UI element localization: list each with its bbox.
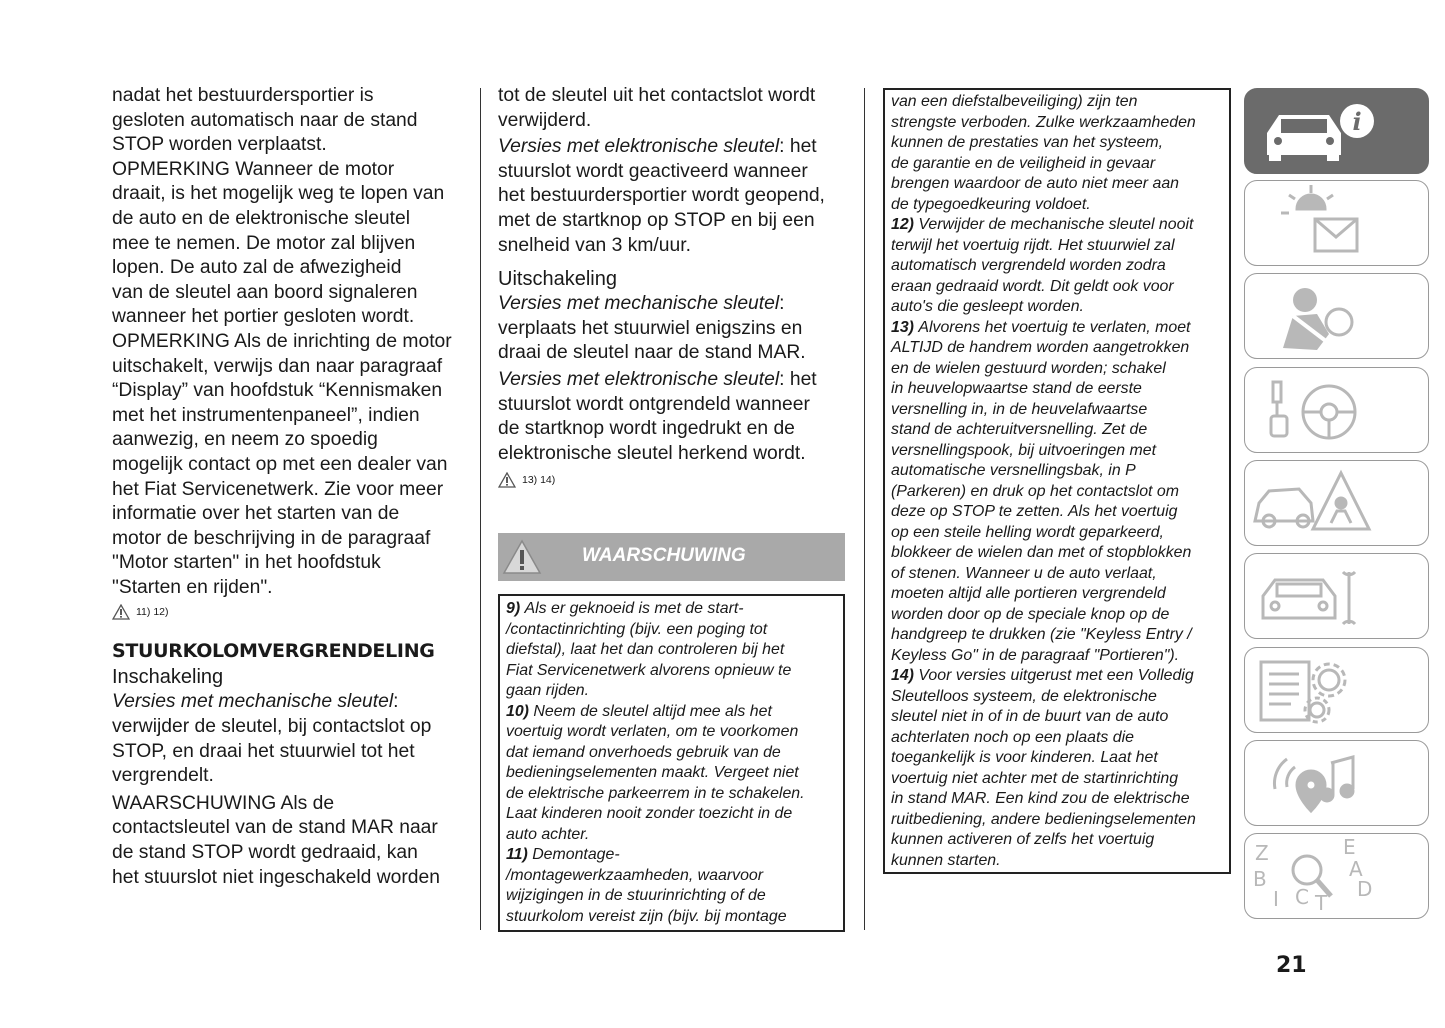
warning-line: automatische versnellingsbak, in P [891,462,1136,479]
warning-number: 14) [891,667,919,684]
tab-multimedia[interactable] [1244,740,1429,826]
warning-box-continued [883,88,1231,874]
warning-line: auto achter. [506,825,590,843]
warning-number: 9) [506,600,525,617]
warning-line: 14) Voor versies uitgerust met een Volledig [891,667,1194,684]
warning-line: sleutel niet in of in de buurt van de auto [891,708,1169,725]
text-line: lopen. De auto zal de afwezigheid [112,257,402,279]
warning-line: bedieningselementen maakt. Vergeet niet [506,764,799,781]
text-line: het bestuurdersportier wordt geopend, [498,185,825,207]
text-line: verplaats het stuurwiel enigszins en [498,317,803,339]
warning-line: dat iemand onverhoeds gebruik van de [506,743,781,761]
warning-line: automatisch vergrendeld worden zodra [891,257,1166,274]
text-line: het Fiat Servicenetwerk. Zie voor meer [112,478,444,500]
column-divider-1 [480,88,481,930]
text-line: STOP worden verplaatst. [112,134,327,156]
text-line: draait, is het mogelijk weg te lopen van [112,183,445,205]
tab-key-steering[interactable] [1244,367,1429,453]
warning-line: kunnen activeren of zelfs het voertuig [891,831,1155,848]
warning-reference-2 [498,472,843,488]
text-line: contactsleutel van de stand MAR naar [112,817,438,839]
elec2-text [498,393,843,467]
warning-line: in heuvelopwaartse stand de eerste [891,380,1142,397]
warning-triangle-icon [112,604,130,620]
subtitle-uitschakeling: Uitschakeling [498,268,617,291]
svg-text:i: i [1352,107,1362,136]
text-line: snelheid van 3 km/uur. [498,234,691,256]
warning-line: stand de achteruitversnelling. Zet de [891,421,1148,438]
warning-refs-text: 11) 12) [136,606,169,619]
warning-line: kunnen de prestaties van het systeem, [891,134,1164,151]
warning-triangle-large-icon [498,533,558,581]
text-line: STOP, en draai het stuurwiel tot het [112,740,415,762]
elec-label-line: Versies met elektronische sleutel: het [498,136,817,158]
warning-number: 11) [506,846,533,863]
warning-line: Laat kinderen nooit zonder toezicht in de [506,805,793,822]
section-title: STUURKOLOMVERGRENDELING [112,640,435,663]
column-divider-2 [864,88,865,930]
warning-line: op een steile helling wordt geparkeerd, [891,523,1164,541]
column-2 [498,84,843,488]
warning-line: Fiat Servicenetwerk alvorens opnieuw te [506,661,792,679]
warning-line: terwijl het voertuig rijdt. Het stuurwiel zal [891,236,1175,254]
elec-text [498,160,843,258]
warning-line: stuurkolom vereist zijn (bijv. bij montage [506,907,787,925]
warning-line: ruitbediening, andere bedieningselementen [891,810,1196,828]
tab-safety[interactable] [1244,273,1429,359]
warning-lead-text [891,92,1223,215]
warning-line: auto's die gesleept worden. [891,298,1084,315]
warning-refs-text-2: 13) 14) [522,474,556,487]
text-line: met de startknop op STOP en bij een [498,209,815,231]
warning-number: 13) [891,318,919,336]
warning-text [112,792,472,890]
text-line: "Starten en rijden". [112,576,273,598]
warning-line: voertuig niet achter met de startinrichting [891,769,1179,787]
index-letter: C [1295,885,1309,909]
warning-number: 12) [891,216,919,233]
warning-line: moeten altijd alle portieren vergrendeld [891,585,1166,602]
text-line: draai de sleutel naar de stand MAR. [498,342,806,364]
text-line: WAARSCHUWING Als de [112,792,335,814]
warning-line: en de wielen gestuurd worden; schakel [891,359,1166,377]
text-line: verwijderd. [498,109,592,131]
mech-text-2 [498,317,843,366]
index-letter: T [1315,891,1328,915]
warning-line: achterlaten noch op een plaats die [891,728,1134,746]
mech-text [112,715,472,789]
tab-car-info[interactable] [1244,88,1429,174]
column-1-text [112,84,472,600]
warning-line: de typegoedkeuring voldoet. [891,195,1091,213]
text-line: OPMERKING Als de inrichting de motor [112,330,452,352]
warning-items-continued [891,215,1223,871]
page-number: 21 [1276,953,1307,978]
warning-line: deze op STOP te zetten. Als het voertuig [891,503,1178,520]
text-line: uitschakelt, verwijs dan naar paragraaf [112,355,443,377]
warning-line: van een diefstalbeveiliging) zijn ten [891,93,1138,110]
multimedia-icon [1245,741,1430,827]
text-line: met het instrumentenpaneel”, indien [112,404,420,426]
text-line: gesloten automatisch naar de stand [112,109,418,131]
warning-line: de elektrische parkeerrem in te schakelen. [506,784,805,802]
warning-line: 12) Verwijder de mechanische sleutel nooit [891,216,1194,233]
text-line: informatie over het starten van de [112,503,400,525]
text-line: van de sleutel aan boord signaleren [112,281,418,303]
elec2-label-line: Versies met elektronische sleutel: het [498,368,817,390]
text-line: verwijder de sleutel, bij contactslot op [112,716,432,738]
warning-line: worden door op de speciale knop op de [891,605,1170,623]
text-line: OPMERKING Wanneer de motor [112,158,395,180]
warning-line: blokkeer de wielen dan met of stopblokken [891,544,1192,561]
text-line: mogelijk contact op met een dealer van [112,453,448,475]
text-line: aanwezig, en neem zo spoedig [112,429,378,451]
text-line: “Display” van hoofdstuk “Kennismaken [112,380,443,402]
warning-triangle-icon [498,472,516,488]
mech-label-line: Versies met mechanische sleutel: [112,691,399,713]
text-line: "Motor starten" in het hoofdstuk [112,552,381,574]
index-letter: D [1357,877,1373,901]
column-1 [112,84,472,890]
warning-header-label: WAARSCHUWING [582,545,746,566]
warning-line: /contactinrichting (bijv. een poging tot [506,620,768,638]
warning-line: Sleutelloos systeem, de elektronische [891,687,1157,705]
text-line: wanneer het portier gesloten wordt. [112,306,415,328]
index-letter: I [1273,887,1279,911]
warning-line: brengen waardoor de auto niet meer aan [891,175,1179,192]
safety-airbag-icon [1245,274,1430,360]
text-line: nadat het bestuurdersportier is [112,85,374,106]
warning-line: kunnen starten. [891,851,1001,869]
warning-items [506,599,837,927]
index-letter: A [1349,857,1363,881]
warning-line: 9) Als er geknoeid is met de start- [506,600,744,617]
text-line: elektronische sleutel herkend wordt. [498,442,806,464]
warning-line: in stand MAR. Een kind zou de elektrische [891,790,1190,807]
text-line: motor de beschrijving in de paragraaf [112,527,431,549]
warning-line: handgreep te drukken (zie "Keyless Entry / [891,626,1192,643]
mech-label-line-2: Versies met mechanische sleutel: [498,293,785,315]
tab-maintenance[interactable] [1244,553,1429,639]
text-line: mee te nemen. De motor zal blijven [112,232,416,254]
warning-line: 13) Alvorens het voertuig te verlaten, moet [891,318,1191,336]
key-steering-icon [1245,368,1430,454]
text-line: het stuurslot niet ingeschakeld worden [112,866,440,888]
warning-line: strengste verboden. Zulke werkzaamheden [891,113,1196,131]
tab-index[interactable] [1244,833,1429,919]
text-line: stuurslot wordt ontgrendeld wanneer [498,393,810,415]
warning-header-bar [498,533,845,581]
car-info-icon [1245,89,1430,175]
index-letter: B [1253,867,1267,891]
warning-box [498,594,845,932]
warning-line: 11) Demontage- [506,846,620,863]
text-line: de stand STOP wordt gedraaid, kan [112,842,418,864]
warning-line: 10) Neem de sleutel altijd mee als het [506,702,772,720]
warning-line: Keyless Go" in de paragraaf "Portieren"). [891,646,1180,664]
warning-line: toegankelijk is voor kinderen. Laat het [891,749,1158,766]
index-letter: Z [1255,841,1269,865]
warning-line: (Parkeren) en druk op het contactslot om [891,482,1179,500]
index-letter: E [1343,835,1356,859]
emergency-icon [1245,461,1430,547]
text-line: vergrendelt. [112,765,214,787]
warning-number: 10) [506,702,534,720]
tab-emergency[interactable] [1244,460,1429,546]
warning-lights-icon [1245,181,1430,267]
warning-line: /montagewerkzaamheden, waarvoor [506,866,764,884]
subtitle-inschakeling: Inschakeling [112,666,224,689]
warning-line: voertuig wordt verlaten, om te voorkomen [506,723,799,740]
warning-line: versnelling in, in de heuvelafwaartse [891,400,1148,418]
warning-line: de garantie en de veiligheid in gevaar [891,154,1156,172]
text-line: de auto en de elektronische sleutel [112,207,410,229]
intro-text [498,84,843,133]
technical-data-icon [1245,648,1430,734]
tab-warning-lights[interactable] [1244,180,1429,266]
warning-line: gaan rijden. [506,682,590,699]
warning-line: eraan gedraaid wordt. Dit geldt ook voor [891,277,1174,295]
warning-line: versnellingspook, bij uitvoeringen met [891,441,1156,459]
text-line: tot de sleutel uit het contactslot wordt [498,85,816,106]
text-line: stuurslot wordt geactiveerd wanneer [498,160,808,182]
warning-line: of stenen. Wanneer u de auto verlaat, [891,564,1157,582]
tab-technical-data[interactable] [1244,647,1429,733]
text-line: de startknop wordt ingedrukt en de [498,418,795,440]
warning-line: wijzigingen in de stuurinrichting of de [506,887,766,904]
maintenance-icon [1245,554,1430,640]
index-icon [1245,834,1430,920]
warning-reference [112,604,472,620]
warning-line: diefstal), laat het dan controleren bij het [506,641,785,658]
warning-line: ALTIJD de handrem worden aangetrokken [891,339,1190,356]
